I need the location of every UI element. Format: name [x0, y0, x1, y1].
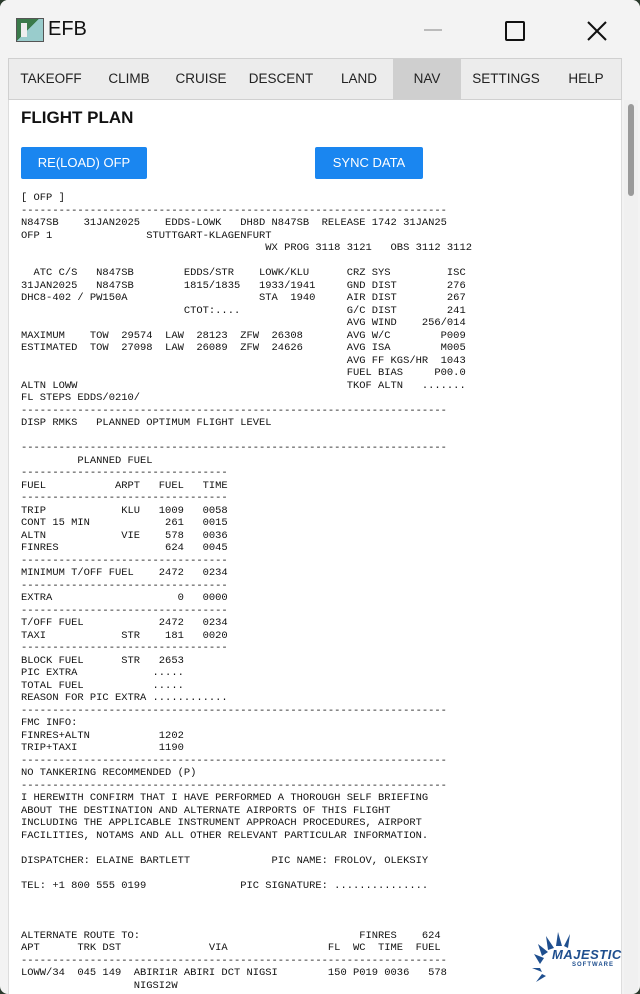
scrollbar-thumb[interactable]: [628, 104, 634, 196]
tab-settings[interactable]: SETTINGS: [472, 71, 540, 86]
tab-nav[interactable]: NAV: [393, 59, 461, 99]
ofp-text: [ OFP ] -------------------------------------------------------------------- N847SB 31JAN2025 EDDS-LOWK DH8D N847SB RELEASE 1742 31JAN25 OFP 1 STUTTGART-KLAGENFURT WX PROG 3118 3121 OBS 3112 3112 ATC C/S N847SB EDDS/STR LOWK/KLU CRZ SYS ISC 31JAN2025 N847SB 1815/1835 1933/1941 GND DIST 276 DHC8-402 / PW150A STA 1940 AIR DIST 267 CTOT:.... G/C DIST 241 AVG WIND 256/014 MAXIMUM TOW 29574 LAW 28123 ZFW 26308 AVG W/C P009 ESTIMATED TOW 27098 LAW 26089 ZFW 24626 AVG ISA M005 AVG FF KGS/HR 1043 FUEL BIAS P00.0 ALTN LOWW TKOF ALTN ....... FL STEPS EDDS/0210/ -------------------------------------------------------------------- DISP RMKS PLANNED OPTIMUM FLIGHT LEVEL -------------------------------------------------------------------- PLANNED FUEL --------------------------------- FUEL ARPT FUEL TIME --------------------------------- TRIP KLU 1009 0058 CONT 15 MIN 261 0015 ALTN VIE 578 0036 FINRES 624 0045 --------------------------------- MINIMUM T/OFF FUEL 2472 0234 --------------------------------- EXTRA 0 0000 --------------------------------- T/OFF FUEL 2472 0234 TAXI STR 181 0020 --------------------------------- BLOCK FUEL STR 2653 PIC EXTRA ..... TOTAL FUEL ..... REASON FOR PIC EXTRA ............ -------------------------------------------------------------------- FMC INFO: FINRES+ALTN 1202 TRIP+TAXI 1190 -------------------------------------------------------------------- NO TANKERING RECOMMENDED (P) -------------------------------------------------------------------- I HEREWITH CONFIRM THAT I HAVE PERFORMED A THOROUGH SELF BRIEFING ABOUT THE DESTINATION AND ALTERNATE AIRPORTS OF THIS FLIGHT INCLUDING THE APPLICABLE INSTRUMENT APPROACH PROCEDURES, AIRPORT FACILITIES, NOTAMS AND ALL OTHER RELEVANT PARTICULAR INFORMATION. DISPATCHER: ELAINE BARTLETT PIC NAME: FROLOV, OLEKSIY TEL: +1 800 555 0199 PIC SIGNATURE: ............... ALTERNATE ROUTE TO: FINRES 624 APT TRK DST VIA FL WC TIME FUEL -------------------------------------------------------------------- LOWW/34 045 149 ABIRI1R ABIRI DCT NIGSI 150 P019 0036 578 NIGSI2W: [21, 192, 472, 992]
minimize-button[interactable]: [410, 12, 456, 48]
logo-subtitle: SOFTWARE: [572, 962, 614, 968]
window-title: EFB: [48, 18, 87, 40]
tab-cruise[interactable]: CRUISE: [175, 71, 227, 86]
sync-data-button[interactable]: SYNC DATA: [315, 147, 423, 179]
title-bar[interactable]: [0, 0, 640, 58]
page-title: FLIGHT PLAN: [21, 108, 134, 127]
app-icon: [16, 18, 44, 42]
logo-name: MAJESTIC: [552, 947, 622, 962]
tab-bar: [8, 58, 622, 100]
tab-takeoff[interactable]: TAKEOFF: [20, 71, 82, 86]
tab-land[interactable]: LAND: [340, 71, 377, 86]
close-icon: [586, 20, 608, 42]
reload-ofp-button[interactable]: RE(LOAD) OFP: [21, 147, 147, 179]
flight-plan-panel: [8, 100, 622, 994]
maximize-button[interactable]: [490, 12, 536, 48]
scrollbar[interactable]: [624, 100, 638, 994]
close-button[interactable]: [574, 12, 620, 48]
tab-descent[interactable]: DESCENT: [248, 71, 314, 86]
tab-help[interactable]: HELP: [568, 71, 604, 86]
tab-climb[interactable]: CLIMB: [108, 71, 150, 86]
